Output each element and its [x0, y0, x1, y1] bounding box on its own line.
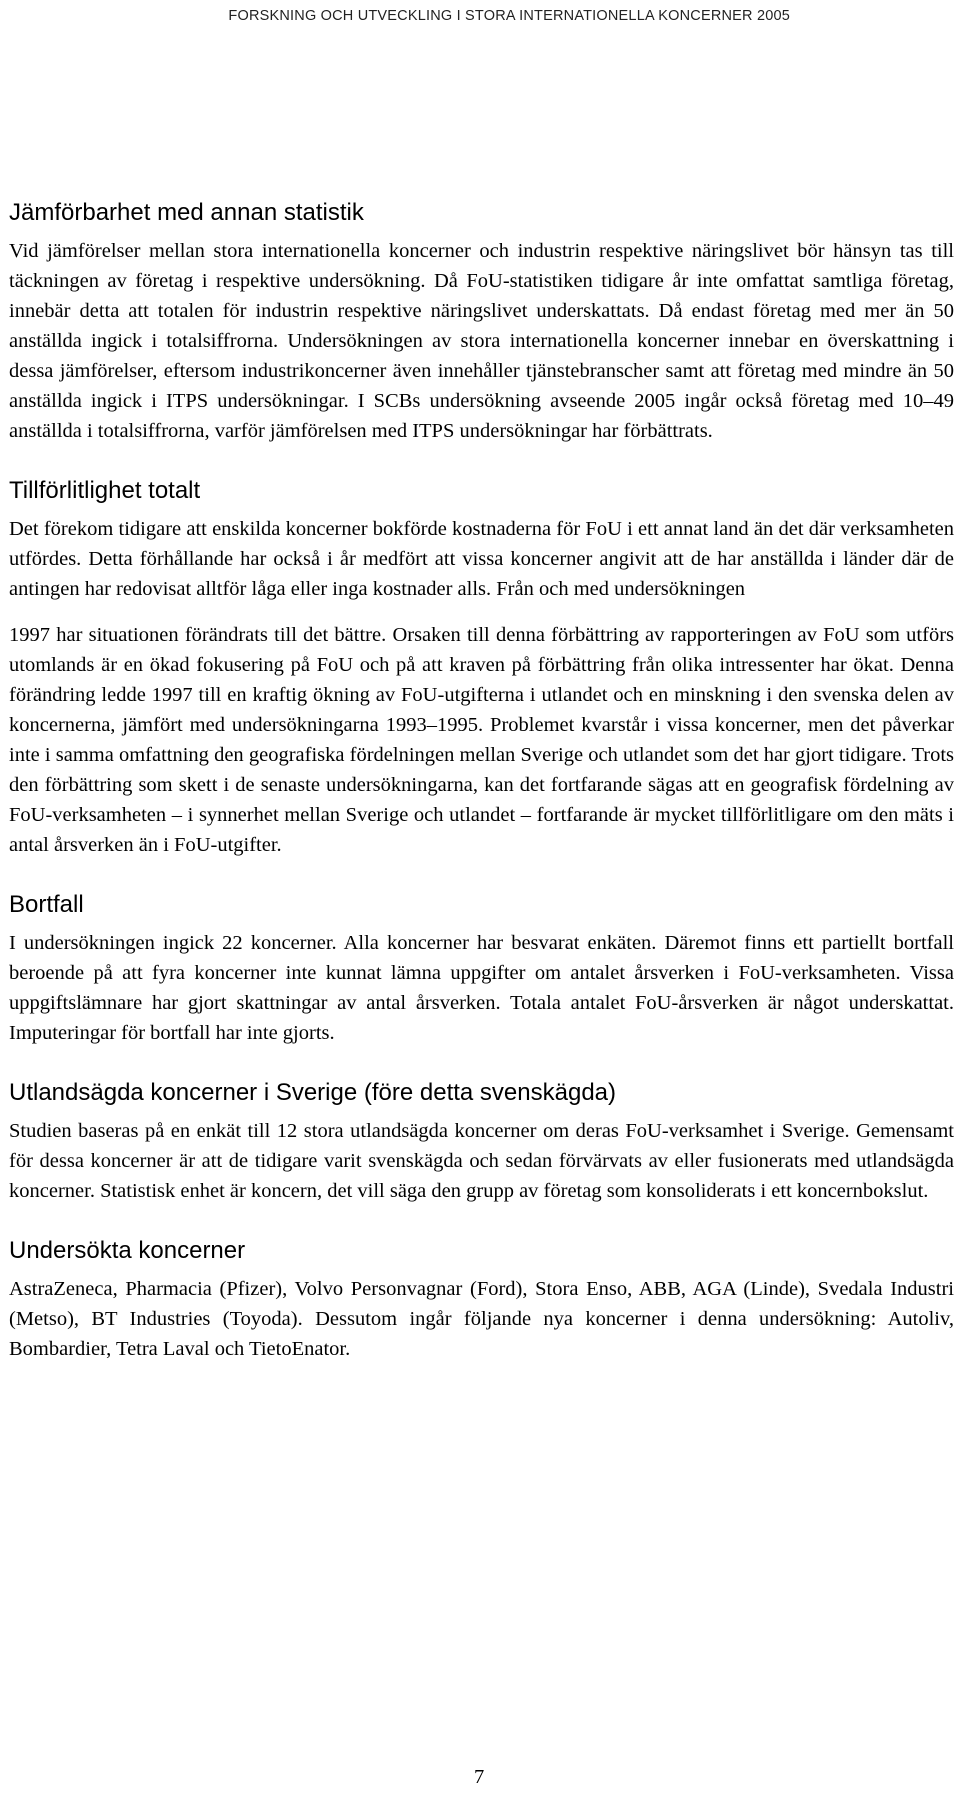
section-utlandsagda — [9, 1076, 954, 1206]
section-heading: Jämförbarhet med annan statistik — [9, 199, 364, 226]
section-bortfall — [9, 888, 954, 1048]
paragraph: Studien baseras på en enkät till 12 stora utlandsägda koncerner om deras FoU-verksamhet i Sverige. Gemensamt för dessa koncerner är att de tidigare varit svenskägda och sedan förvärvats av eller fusionerats med utlandsägda koncerner. Statistisk enhet är koncern, det vill säga den grupp av företag som konsoliderats i ett koncernbokslut. — [9, 1120, 954, 1202]
section-heading: Undersökta koncerner — [9, 1237, 246, 1264]
paragraph: Vid jämförelser mellan stora internationella koncerner och industrin respektive näringslivet bör hänsyn tas till täckningen av företag i respektive undersökning. Då FoU-statistiken tidigare år inte omfattat samtliga företag, innebär detta att totalen för industrin respektive näringslivet underskattats. Då endast företag med mer än 50 anställda ingick i totalsiffrorna. Undersökningen av stora internationella koncerner innebar en överskattning i dessa jämförelser, eftersom industrikoncerner även innehåller tjänstebranscher samt att företag med mindre än 50 anställda ingick i ITPS undersökningar. I SCBs undersökning avseende 2005 ingår också företag med 10–49 anställda i totalsiffrorna, varför jämförelsen med ITPS undersökningar har förbättrats. — [9, 240, 954, 442]
document-body — [9, 196, 954, 1392]
page-number: 7 — [474, 1766, 485, 1788]
section-jamforbarhet — [9, 196, 954, 446]
running-header: FORSKNING OCH UTVECKLING I STORA INTERNATIONELLA KONCERNER 2005 — [228, 8, 790, 24]
paragraph: 1997 har situationen förändrats till det bättre. Orsaken till denna förbättring av rapporteringen av FoU som utförs utomlands är en ökad fokusering på FoU och på att kraven på förbättring från olika intressenter har ökat. Denna förändring ledde 1997 till en kraftig ökning av FoU-utgifterna i utlandet och en minskning i den svenska delen av koncernerna, jämfört med undersökningarna 1993–1995. Problemet kvarstår i vissa koncerner, men det påverkar inte i samma omfattning den geografiska fördelningen mellan Sverige och utlandet som det har gjort tidigare. Trots den förbättring som skett i de senaste undersökningarna, kan det fortfarande sägas att en geografisk fördelning av FoU-verksamheten – i synnerhet mellan Sverige och utlandet – fortfarande är mycket tillförlitligare om den mäts i antal årsverken än i FoU-utgifter. — [9, 624, 954, 856]
paragraph: I undersökningen ingick 22 koncerner. Alla koncerner har besvarat enkäten. Däremot finns ett partiellt bortfall beroende på att fyra koncerner inte kunnat lämna uppgifter om antalet årsverken i FoU-verksamheten. Vissa uppgiftslämnare har gjort skattningar av antal årsverken. Totala antalet FoU-årsverken är något underskattat. Imputeringar för bortfall har inte gjorts. — [9, 932, 954, 1044]
paragraph: Det förekom tidigare att enskilda koncerner bokförde kostnaderna för FoU i ett annat land än det där verksamheten utfördes. Detta förhållande har också i år medfört att vissa koncerner angivit att de har anställda i länder där de antingen har redovisat alltför låga eller inga kostnader alls. Från och med undersökningen — [9, 518, 954, 600]
section-tillforlitlighet — [9, 474, 954, 860]
section-undersokta-koncerner — [9, 1234, 954, 1364]
section-heading: Utlandsägda koncerner i Sverige (före detta svenskägda) — [9, 1079, 617, 1106]
section-heading: Bortfall — [9, 891, 84, 918]
section-heading: Tillförlitlighet totalt — [9, 477, 201, 504]
paragraph: AstraZeneca, Pharmacia (Pfizer), Volvo Personvagnar (Ford), Stora Enso, ABB, AGA (Linde), Svedala Industri (Metso), BT Industries (Toyoda). Dessutom ingår följande nya koncerner i denna undersökning: Autoliv, Bombardier, Tetra Laval och TietoEnator. — [9, 1278, 954, 1360]
